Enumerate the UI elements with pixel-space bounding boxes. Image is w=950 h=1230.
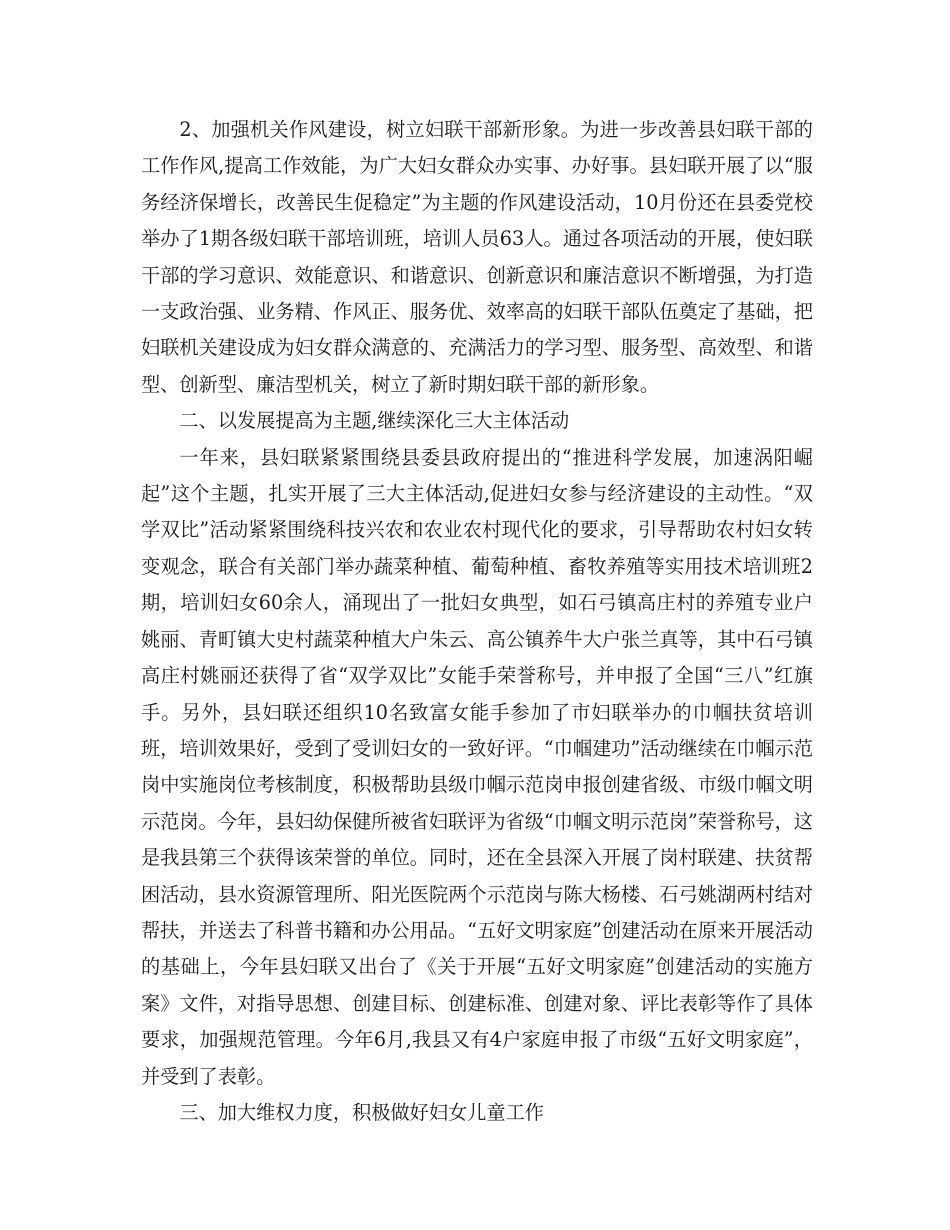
document-page [141, 112, 813, 1131]
section-heading-two: 二、以发展提高为主题,继续深化三大主体活动 [179, 409, 570, 433]
section-heading-three: 三、加大维权力度，积极做好妇女儿童工作 [179, 1100, 544, 1124]
paragraph-three-activities: 一年来，县妇联紧紧围绕县委县政府提出的“推进科学发展，加速涡阳崛起”这个主题，扎实开展了三大主体活动,促进妇女参与经济建设的主动性。“双学双比”活动紧紧围绕科技兴农和农业农村现代化的要求，引导帮助农村妇女转变观念，联合有关部门举办蔬菜种植、葡萄种植、畜牧养殖等实用技术培训班2期，培训妇女60余人，涌现出了一批妇女典型，如石弓镇高庄村的养殖专业户姚丽、青町镇大史村蔬菜种植大户朱云、高公镇养牛大户张兰真等，其中石弓镇高庄村姚丽还获得了省“双学双比”女能手荣誉称号，并申报了全国“三八”红旗手。另外，县妇联还组织10名致富女能手参加了市妇联举办的巾帼扶贫培训班，培训效果好，受到了受训妇女的一致好评。“巾帼建功”活动继续在巾帼示范岗中实施岗位考核制度，积极帮助县级巾帼示范岗申报创建省级、市级巾帼文明示范岗。今年，县妇幼保健所被省妇联评为省级“巾帼文明示范岗”荣誉称号，这是我县第三个获得该荣誉的单位。同时，还在全县深入开展了岗村联建、扶贫帮困活动，县水资源管理所、阳光医院两个示范岗与陈大杨楼、石弓姚湖两村结对帮扶，并送去了科普书籍和办公用品。“五好文明家庭”创建活动在原来开展活动的基础上，今年县妇联又出台了《关于开展“五好文明家庭”创建活动的实施方案》文件，对指导思想、创建目标、创建标准、创建对象、评比表彰等作了具体要求，加强规范管理。今年6月,我县又有4户家庭申报了市级“五好文明家庭”，并受到了表彰。 [141, 445, 813, 1088]
paragraph-party-style: 2、加强机关作风建设，树立妇联干部新形象。为进一步改善县妇联干部的工作作风,提高工作效能，为广大妇女群众办实事、办好事。县妇联开展了以“服务经济保增长，改善民生促稳定”为主题的作风建设活动，10月份还在县委党校举办了1期各级妇联干部培训班，培训人员63人。通过各项活动的开展，使妇联干部的学习意识、效能意识、和谐意识、创新意识和廉洁意识不断增强，为打造一支政治强、业务精、作风正、服务优、效率高的妇联干部队伍奠定了基础，把妇联机关建设成为妇女群众满意的、充满活力的学习型、服务型、高效型、和谐型、创新型、廉洁型机关，树立了新时期妇联干部的新形象。 [141, 118, 813, 396]
